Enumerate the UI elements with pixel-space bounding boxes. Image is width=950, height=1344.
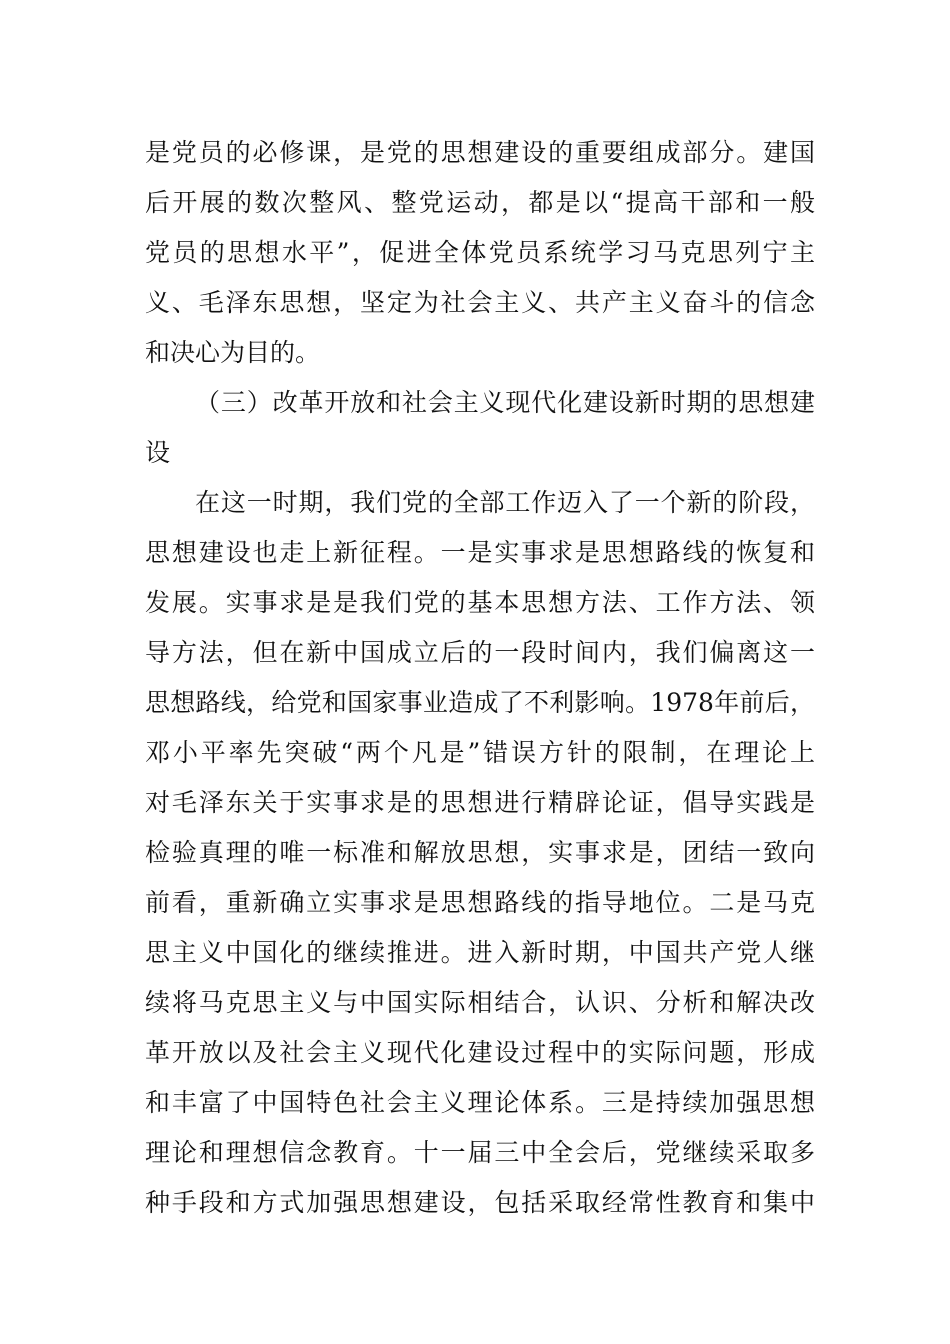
text-line: 和丰富了中国特色社会主义理论体系。三是持续加强思想 xyxy=(145,1088,815,1117)
text-line: 思主义中国化的继续推进。进入新时期，中国共产党人继 xyxy=(145,938,815,967)
text-line: 种手段和方式加强思想建设，包括采取经常性教育和集中 xyxy=(145,1188,815,1217)
text-line: 理论和理想信念教育。十一届三中全会后，党继续采取多 xyxy=(145,1138,815,1167)
text-line: 在这一时期，我们党的全部工作迈入了一个新的阶段， xyxy=(195,488,815,517)
text-line: 思想建设也走上新征程。一是实事求是思想路线的恢复和 xyxy=(145,538,815,567)
text-line: 发展。实事求是是我们党的基本思想方法、工作方法、领 xyxy=(145,588,815,617)
text-line: 革开放以及社会主义现代化建设过程中的实际问题，形成 xyxy=(145,1038,815,1067)
text-line: 义、毛泽东思想，坚定为社会主义、共产主义奋斗的信念 xyxy=(145,288,815,317)
text-line: 后开展的数次整风、整党运动，都是以“提高干部和一般 xyxy=(145,188,815,217)
text-line: 续将马克思主义与中国实际相结合，认识、分析和解决改 xyxy=(145,988,815,1017)
text-line: 和决心为目的。 xyxy=(145,338,321,367)
body-text xyxy=(145,128,815,1228)
text-line: 思想路线，给党和国家事业造成了不利影响。1978年前后， xyxy=(145,688,815,717)
text-line: 前看，重新确立实事求是思想路线的指导地位。二是马克 xyxy=(145,888,815,917)
text-line: 检验真理的唯一标准和解放思想，实事求是，团结一致向 xyxy=(145,838,815,867)
text-line: 党员的思想水平”，促进全体党员系统学习马克思列宁主 xyxy=(145,238,815,267)
text-line: 对毛泽东关于实事求是的思想进行精辟论证，倡导实践是 xyxy=(145,788,815,817)
section-heading: （三）改革开放和社会主义现代化建设新时期的思想建 xyxy=(195,388,815,417)
section-heading-continued: 设 xyxy=(145,438,171,467)
text-line: 是党员的必修课，是党的思想建设的重要组成部分。建国 xyxy=(145,138,815,167)
text-line: 导方法，但在新中国成立后的一段时间内，我们偏离这一 xyxy=(145,638,815,667)
text-line: 邓小平率先突破“两个凡是”错误方针的限制，在理论上 xyxy=(145,738,815,767)
